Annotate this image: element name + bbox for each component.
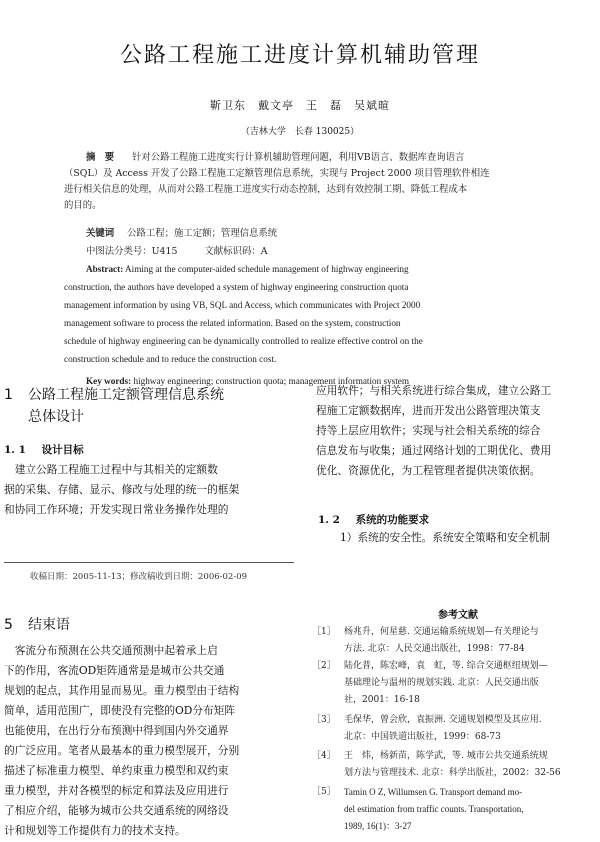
reference-line: 王 炜，杨新苗，陈学武，等. 城市公共交通系统规 (344, 751, 548, 761)
subsection-number: 1. 1 (4, 444, 26, 456)
subsection-title: 设计目标 (41, 444, 84, 456)
abstract-zh-line: （SQL）及 Access 开发了公路工程施工定额管理信息系统，实现与 Project 2000 项目管理软件相连 (64, 168, 490, 179)
reference-line: 基础理论与温州的规划实践. 北京：人民交通出版 (344, 678, 539, 688)
reference-number: ［1］ (312, 627, 336, 637)
requirement-item: 1）系统的安全性。系统安全策略和安全机制 (340, 531, 550, 544)
keywords-zh (86, 226, 277, 242)
abstract-en-line: Aiming at the computer-aided schedule management of highway engineering (125, 264, 409, 274)
abstract-en-line: management software to process the related information. Based on the system, construction (64, 318, 401, 328)
reference-line: del estimation from traffic counts. Transportation, (344, 804, 524, 814)
reference-line: 陆化普，陈宏峰，袁 虹，等. 综合交通枢纽规划— (344, 661, 548, 671)
subsection-1-1-heading (4, 442, 84, 457)
reference-line: 杨兆升，何星慈. 交通运输系统规划—有关理论与 (344, 627, 539, 637)
paragraph-line: 信息发布与收集；通过网络计划的工期优化、费用 (316, 444, 552, 457)
paragraph-line: 优化、资源优化，为工程管理者提供决策依据。 (316, 464, 541, 477)
classification-label: 中图法分类号： (86, 246, 152, 257)
paragraph-line: 计和规划等工作提供有力的技术支持。 (4, 824, 186, 837)
reference-number: ［4］ (312, 751, 336, 761)
section5-title: 结束语 (28, 617, 70, 633)
received-date-footnote: 收稿日期：2005-11-13；修改稿收到日期：2006-02-09 (30, 572, 248, 582)
abstract-en (64, 260, 544, 368)
reference-item (312, 712, 600, 746)
paragraph-line: 描述了标准重力模型、单约束重力模型和双约束 (4, 764, 229, 777)
abstract-zh-line: 针对公路工程施工进度实行计算机辅助管理问题，利用VB语言、数据库查询语言 (132, 152, 465, 163)
reference-line: 划方法与管理技术. 北京：科学出版社，2002：32-56 (344, 768, 561, 778)
paragraph-line: 应用软件；与相关系统进行综合集成，建立公路工 (316, 384, 552, 397)
section1-paragraph (4, 460, 294, 520)
reference-number: ［5］ (312, 787, 336, 797)
reference-line: 方法. 北京：人民交通出版社，1998：77-84 (344, 644, 525, 654)
abstract-zh (64, 150, 544, 214)
abstract-zh-label: 摘 要 (86, 152, 115, 163)
reference-number: ［3］ (312, 715, 336, 725)
reference-item (312, 624, 600, 658)
reference-line: 社，2001：16-18 (344, 695, 420, 705)
paragraph-line: 也能使用，在出行分布预测中得到国内外交通界 (4, 724, 229, 737)
paper-title: 公路工程施工进度计算机辅助管理 (119, 43, 480, 68)
reference-line: Tamin O Z, Willumsen G. Transport demand mo- (344, 787, 523, 797)
affiliation: （吉林大学 长春 130025） (240, 127, 360, 137)
subsection-1-2-heading (318, 512, 429, 527)
paragraph-line: 重力模型，并对各模型的标定和算法及应用进行 (4, 784, 229, 797)
section1-number: 1 (4, 387, 13, 403)
author-list: 靳卫东 戴文亭 王 磊 吴斌暄 (210, 99, 390, 112)
paragraph-line: 下的作用，客流OD矩阵通常是是城市公共交通 (4, 664, 225, 677)
doc-code-value: A (260, 246, 268, 257)
section5-heading (4, 614, 70, 634)
classification (86, 244, 267, 260)
reference-item (312, 658, 600, 709)
classification-value: U415 (151, 246, 178, 257)
reference-item (312, 748, 600, 782)
paragraph-line: 了相应介绍，能够为城市公共交通系统的网络设 (4, 804, 229, 817)
abstract-en-line: management information by using VB, SQL and Access, which communicates with Project 2000 (64, 300, 421, 310)
section1-heading (4, 384, 294, 428)
paragraph-line: 的广泛应用。笔者从最基本的重力模型展开，分别 (4, 744, 240, 757)
subsection-number: 1. 2 (318, 514, 340, 526)
abstract-en-line: schedule of highway engineering can be dynamically controlled to realize effective control on the (64, 336, 423, 346)
keywords-zh-label: 关键词 (86, 228, 115, 239)
abstract-en-line: construction schedule and to reduce the construction cost. (64, 354, 277, 364)
abstract-zh-line: 的目的。 (64, 200, 102, 211)
reference-line: 1989, 16(1)：3-27 (344, 821, 412, 831)
conclusion-paragraph (4, 641, 296, 841)
abstract-en-line: construction, the authors have developed a system of highway engineering construction quota (64, 282, 409, 292)
references-heading: 参考文献 (438, 610, 478, 621)
subsection-title: 系统的功能要求 (355, 514, 430, 526)
paragraph-line: 持等上层应用软件；实现与社会相关系统的综合 (316, 424, 541, 437)
doc-code-label: 文献标识码： (204, 246, 261, 257)
reference-line: 北京：中国铁道出版社，1999：68-73 (344, 732, 501, 742)
section1-title-line: 公路工程施工定额管理信息系统 (28, 387, 224, 403)
reference-line: 毛保华，曾会欣，袁振洲. 交通规划模型及其应用. (344, 715, 542, 725)
keywords-zh-text: 公路工程；施工定额；管理信息系统 (127, 228, 278, 239)
paragraph-line: 程施工定额数据库，进而开发出公路管理决策支 (316, 404, 541, 417)
section1-title-line: 总体设计 (28, 409, 84, 425)
abstract-en-label: Abstract: (86, 264, 124, 274)
paragraph-line: 据的采集、存储、显示、修改与处理的统一的框架 (4, 483, 240, 496)
paragraph-line: 建立公路工程施工过程中与其相关的定额数 (4, 463, 218, 476)
paragraph-line: 和协同工作环境；开发实现日常业务操作处理的 (4, 503, 229, 516)
keywords-en-label: Key words: (86, 376, 132, 386)
footnote-rule (4, 562, 294, 563)
reference-item (312, 784, 600, 835)
paragraph-line: 简单，适用范围广，即使没有完整的OD分布矩阵 (4, 704, 236, 717)
section5-number: 5 (4, 617, 13, 633)
paragraph-line: 规划的起点，其作用显而易见。重力模型由于结构 (4, 684, 240, 697)
paragraph-line: 客流分布预测在公共交通预测中起着承上启 (4, 644, 218, 657)
abstract-zh-line: 进行相关信息的处理，从而对公路工程施工进度实行动态控制，达到有效控制工期、降低工程成本 (64, 184, 468, 195)
right-column-paragraph (316, 381, 600, 481)
reference-number: ［2］ (312, 661, 336, 671)
keywords-en-text: highway engineering; construction quota; management information system (133, 376, 410, 386)
